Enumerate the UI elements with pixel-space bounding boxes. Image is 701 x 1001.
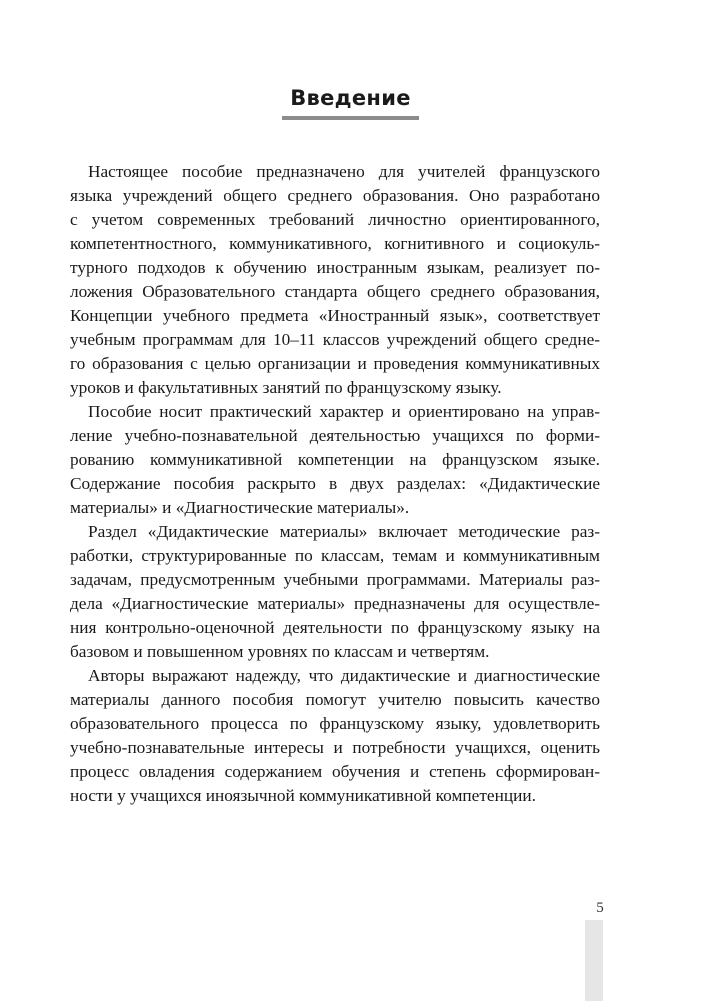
paragraph-1-line-2: языка учреждений общего среднего образования. Оно разработано: [70, 186, 600, 205]
paragraph-1-line-8: учебным программам для 10–11 классов учреждений общего средне-: [70, 330, 600, 349]
paragraph-4-line-3: образовательного процесса по французскому языку, удовлетворить: [70, 714, 600, 733]
paragraph-1-line-1: Настоящее пособие предназначено для учителей французского: [88, 162, 600, 181]
paragraph-2-line-2: ление учебно-познавательной деятельностью учащихся по форми-: [70, 426, 600, 445]
paragraph-1-line-7: Концепции учебного предмета «Иностранный язык», соответствует: [70, 306, 600, 325]
page-title-wrap: [0, 86, 701, 120]
paragraph-3-line-2: работки, структурированные по классам, темам и коммуникативным: [70, 546, 600, 565]
paragraph-1-line-10: уроков и факультативных занятий по французскому языку.: [70, 378, 502, 397]
margin-bar: [585, 920, 603, 1001]
body-text: [70, 160, 600, 808]
page-title: Введение: [282, 86, 419, 120]
paragraph-1-line-6: ложения Образовательного стандарта общего среднего образования,: [70, 282, 600, 301]
paragraph-1-line-9: го образования с целью организации и проведения коммуникативных: [70, 354, 600, 373]
paragraph-3-line-6: базовом и повышенном уровнях по классам и четвертям.: [70, 642, 490, 661]
paragraph-2-line-1: Пособие носит практический характер и ориентировано на управ-: [88, 402, 600, 421]
paragraph-3-line-3: задачам, предусмотренным учебными программами. Материалы раз-: [70, 570, 600, 589]
paragraph-3-line-4: дела «Диагностические материалы» предназначены для осуществле-: [70, 594, 600, 613]
paragraph-4-line-1: Авторы выражают надежду, что дидактические и диагностические: [88, 666, 600, 685]
paragraph-4-line-6: ности у учащихся иноязычной коммуникативной компетенции.: [70, 786, 536, 805]
paragraph-2-line-5: материалы» и «Диагностические материалы».: [70, 498, 410, 517]
paragraph-4-line-4: учебно-познавательные интересы и потребности учащихся, оценить: [70, 738, 600, 757]
paragraph-1-line-3: с учетом современных требований личностно ориентированного,: [70, 210, 600, 229]
paragraph-4-line-5: процесс овладения содержанием обучения и степень сформирован-: [70, 762, 600, 781]
paragraph-2-line-3: рованию коммуникативной компетенции на французском языке.: [70, 450, 600, 469]
paragraph-1-line-5: турного подходов к обучению иностранным языкам, реализует по-: [70, 258, 600, 277]
paragraph-4-line-2: материалы данного пособия помогут учителю повысить качество: [70, 690, 600, 709]
paragraph-3-line-1: Раздел «Дидактические материалы» включает методические раз-: [88, 522, 600, 541]
page-number: 5: [596, 900, 604, 916]
paragraph-2-line-4: Содержание пособия раскрыто в двух разделах: «Дидактические: [70, 474, 600, 493]
paragraph-1-line-4: компетентностного, коммуникативного, когнитивного и социокуль-: [70, 234, 600, 253]
paragraph-3-line-5: ния контрольно-оценочной деятельности по французскому языку на: [70, 618, 600, 637]
